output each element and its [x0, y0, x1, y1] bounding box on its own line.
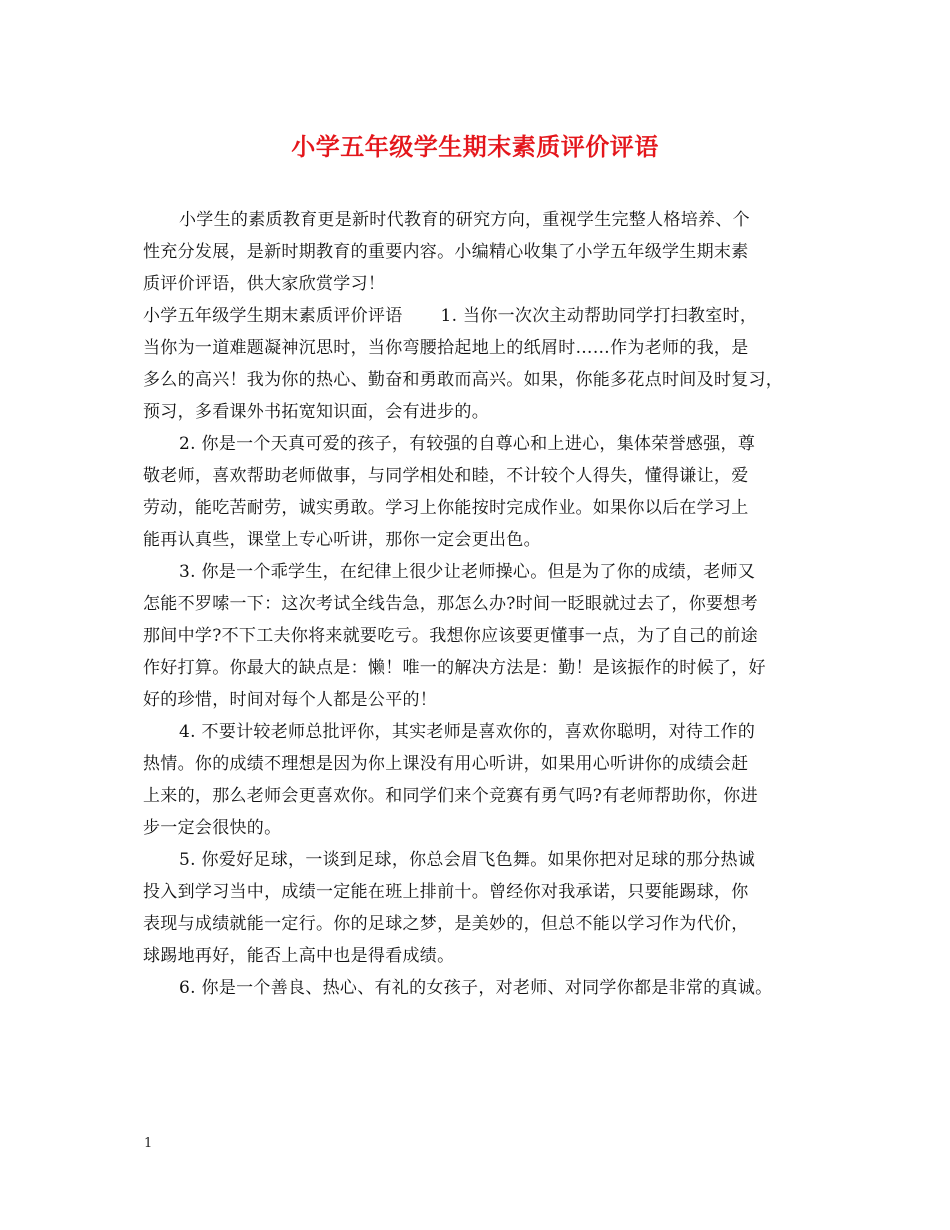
item-2-line: 敬老师，喜欢帮助老师做事，与同学相处和睦，不计较个人得失，懂得谦让，爱 — [143, 466, 749, 486]
item-1-line: 多么的高兴！我为你的热心、勤奋和勇敢而高兴。如果，你能多花点时间及时复习， — [143, 370, 784, 390]
intro-line: 质评价评语，供大家欣赏学习！ — [143, 274, 386, 294]
item-5-line: 5. 你爱好足球，一谈到足球，你总会眉飞色舞。如果你把对足球的那分热诚 — [179, 850, 756, 870]
item-5-paragraph — [143, 844, 827, 972]
item-6-line: 6. 你是一个善良、热心、有礼的女孩子，对老师、对同学你都是非常的真诚。 — [179, 978, 773, 998]
item-2-line: 能再认真些，课堂上专心听讲，那你一定会更出色。 — [143, 530, 541, 550]
item-3-line: 怎能不罗嗦一下：这次考试全线告急，那怎么办?时间一眨眼就过去了，你要想考 — [143, 594, 758, 614]
item-4-line: 步一定会很快的。 — [143, 818, 282, 838]
item-3-line: 好的珍惜，时间对每个人都是公平的！ — [143, 690, 438, 710]
item-2-line: 2. 你是一个天真可爱的孩子，有较强的自尊心和上进心，集体荣誉感强，尊 — [179, 434, 756, 454]
intro-line: 小学生的素质教育更是新时代教育的研究方向，重视学生完整人格培养、个 — [179, 210, 750, 230]
item-5-line: 表现与成绩就能一定行。你的足球之梦，是美妙的，但总不能以学习作为代价， — [143, 914, 749, 934]
item-4-paragraph — [143, 716, 827, 844]
item-5-line: 投入到学习当中，成绩一定能在班上排前十。曾经你对我承诺，只要能踢球，你 — [143, 882, 749, 902]
item-3-line: 作好打算。你最大的缺点是：懒！唯一的解决方法是：勤！是该振作的时候了，好 — [143, 658, 766, 678]
document-body — [143, 204, 827, 1004]
item-4-line: 4. 不要计较老师总批评你，其实老师是喜欢你的，喜欢你聪明，对待工作的 — [179, 722, 756, 742]
item-5-line: 球踢地再好，能否上高中也是得看成绩。 — [143, 946, 455, 966]
item-2-line: 劳动，能吃苦耐劳，诚实勇敢。学习上你能按时完成作业。如果你以后在学习上 — [143, 498, 749, 518]
item-3-line: 3. 你是一个乖学生，在纪律上很少让老师操心。但是为了你的成绩，老师又 — [179, 562, 756, 582]
item-3-line: 那间中学?不下工夫你将来就要吃亏。我想你应该要更懂事一点，为了自己的前途 — [143, 626, 758, 646]
item-1-line: 当你为一道难题凝神沉思时，当你弯腰拾起地上的纸屑时……作为老师的我，是 — [143, 338, 749, 358]
item-1-line: 预习，多看课外书拓宽知识面，会有进步的。 — [143, 402, 489, 422]
item-1-first-line: 1. 当你一次次主动帮助同学打扫教室时， — [440, 306, 758, 326]
item-4-line: 热情。你的成绩不理想是因为你上课没有用心听讲，如果用心听讲你的成绩会赶 — [143, 754, 749, 774]
page-number: 1 — [144, 1136, 153, 1151]
intro-line: 性充分发展，是新时期教育的重要内容。小编精心收集了小学五年级学生期末素 — [143, 242, 749, 262]
item-4-line: 上来的，那么老师会更喜欢你。和同学们来个竞赛有勇气吗?有老师帮助你，你进 — [143, 786, 758, 806]
item-2-paragraph — [143, 428, 827, 556]
item-3-paragraph — [143, 556, 827, 716]
intro-paragraph — [143, 204, 827, 300]
section-heading: 小学五年级学生期末素质评价评语 — [143, 306, 403, 326]
section-heading-line — [143, 300, 827, 332]
document-title: 小学五年级学生期末素质评价评语 — [291, 132, 659, 161]
item-1-paragraph — [143, 300, 827, 428]
item-6-paragraph — [143, 972, 827, 1004]
